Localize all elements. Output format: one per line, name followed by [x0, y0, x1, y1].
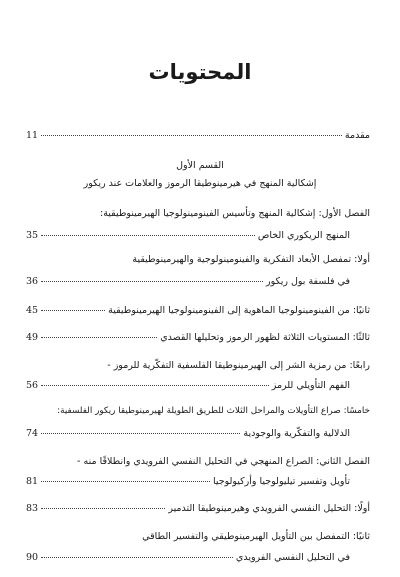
toc-entry[interactable]: [26, 475, 370, 488]
page-title: المحتويات: [148, 60, 252, 84]
toc-entry[interactable]: [26, 427, 370, 440]
toc-entry-line: أولا: تمفصل الأبعاد التفكرية والفينومينولوجية والهيرمينوطيقية: [132, 254, 370, 265]
toc-entry[interactable]: [26, 229, 370, 242]
toc-entry-text: أولًا: التحليل النفسي الفرويدي وهيرمينوطيقا التدمير: [168, 503, 370, 514]
toc-entry[interactable]: [26, 275, 370, 288]
toc-entry-introduction[interactable]: [26, 129, 370, 142]
dot-leader: [41, 281, 263, 282]
dot-leader: [41, 433, 240, 434]
page-number: 36: [26, 276, 39, 287]
part-subtitle: إشكالية المنهج في هيرمينوطيقا الرموز والعلامات عند ريكور: [83, 178, 317, 189]
toc-entry-text: الدلالية والتفكّرية والوجودية: [243, 428, 350, 439]
chapter-title: الفصل الثاني: الصراع المنهجي في التحليل النفسي الفرويدي وانطلاقًا منه -: [77, 456, 370, 467]
page-number: 11: [26, 130, 39, 141]
dot-leader: [41, 235, 255, 236]
toc-entry-text: في فلسفة بول ريكور: [265, 276, 350, 287]
page-number: 45: [26, 305, 39, 316]
toc-entry[interactable]: [26, 331, 370, 344]
toc-entry-text: في التحليل النفسي الفرويدي: [235, 552, 350, 563]
page-number: 74: [26, 428, 39, 439]
page-number: 56: [26, 380, 39, 391]
dot-leader: [41, 557, 233, 558]
dot-leader: [41, 310, 105, 311]
toc-entry[interactable]: [26, 304, 370, 317]
toc-entry-line: خامسًا: صراع التأويلات والمراحل الثلاث للطريق الطويلة لهيرمينوطيقا ريكور الفلسفية:: [57, 406, 370, 416]
dot-leader: [41, 385, 269, 386]
page-number: 81: [26, 476, 39, 487]
page-number: 90: [26, 552, 39, 563]
dot-leader: [41, 337, 157, 338]
toc-entry-line: رابعًا: من رمزية الشر إلى الهيرمينوطيقا الفلسفية التفكّرية للرموز -: [107, 360, 370, 371]
page-number: 83: [26, 503, 39, 514]
toc-entry-text: مقدمة: [344, 130, 370, 141]
toc-entry-line: ثانيًا: التمفصل بين التأويل الهيرمينوطيقي والتفسير الطاقي: [142, 531, 370, 542]
toc-entry-text: المنهج الريكوري الخاص: [257, 230, 350, 241]
page-number: 35: [26, 230, 39, 241]
dot-leader: [41, 508, 165, 509]
page-number: 49: [26, 332, 39, 343]
toc-entry[interactable]: [26, 502, 370, 515]
chapter-title: الفصل الأول: إشكالية المنهج وتأسيس الفينومينولوجيا الهيرمينوطيقية:: [100, 208, 370, 219]
toc-entry-text: الفهم التأويلي للرمز: [271, 380, 350, 391]
dot-leader: [41, 135, 342, 136]
toc-entry-text: ثالثًا: المستويات الثلاثة لظهور الرموز وتحليلها القصدي: [160, 332, 370, 343]
toc-entry[interactable]: [26, 379, 370, 392]
toc-entry-text: تأويل وتفسير تيليولوجيا وأركيولوجيا: [212, 476, 350, 487]
toc-entry-text: ثانيًا: من الفينومينولوجيا الماهوية إلى الفينومينولوجيا الهيرمينوطيقية: [108, 305, 370, 316]
part-heading: القسم الأول: [176, 160, 224, 171]
toc-entry[interactable]: [26, 551, 370, 564]
dot-leader: [41, 481, 210, 482]
